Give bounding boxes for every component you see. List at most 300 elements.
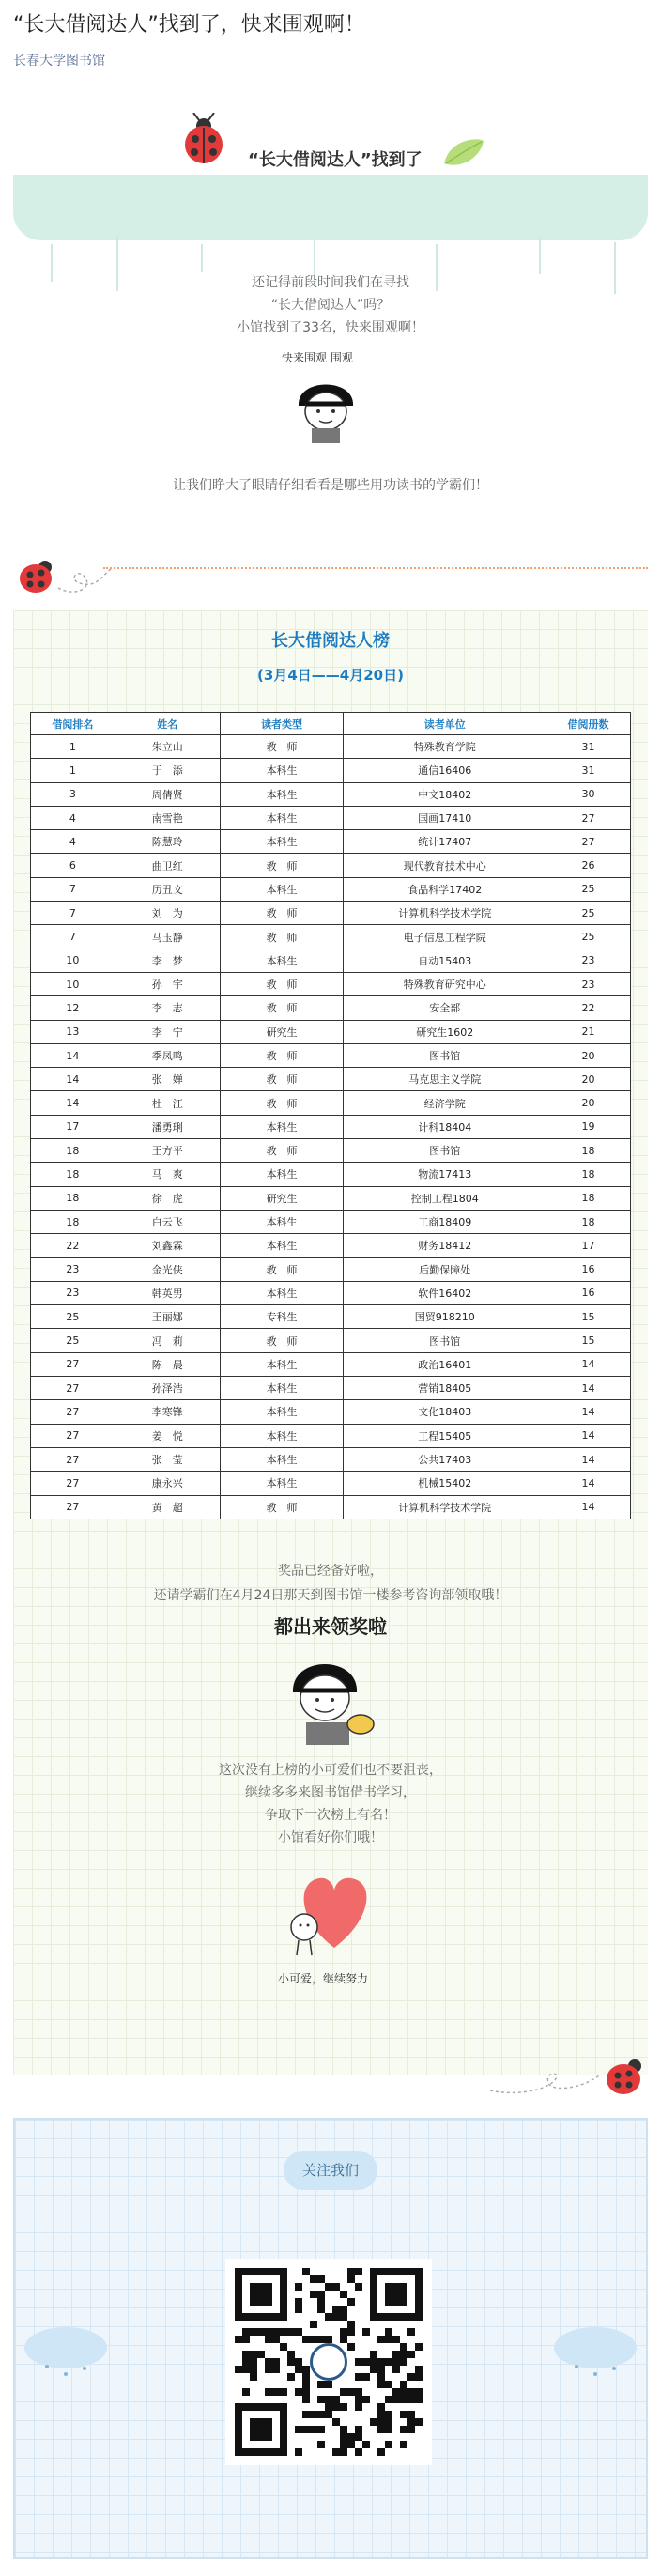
reader-unit-cell: 软件16402 — [344, 1281, 546, 1304]
qr-module — [400, 2441, 407, 2448]
qr-module — [310, 2291, 317, 2298]
qr-module — [340, 2336, 347, 2343]
qr-module — [302, 2336, 310, 2343]
table-row — [31, 1163, 631, 1186]
prize-line-3: 争取下一次榜上有名！ — [265, 1808, 396, 1823]
ladybug-icon — [601, 2053, 646, 2098]
heart-caption: 小可爱，继续努力 — [278, 1972, 369, 1985]
rank-cell: 6 — [31, 854, 115, 877]
reader-type-cell: 本科生 — [220, 1115, 344, 1138]
count-cell: 18 — [546, 1139, 631, 1163]
qr-module — [272, 2358, 280, 2366]
qr-module — [280, 2343, 287, 2351]
rank-cell: 27 — [31, 1352, 115, 1376]
reader-unit-cell: 国画17410 — [344, 806, 546, 829]
qr-module — [347, 2433, 355, 2441]
qr-module — [407, 2328, 415, 2336]
reader-unit-cell: 营销18405 — [344, 1377, 546, 1400]
table-row — [31, 972, 631, 995]
qr-module — [392, 2388, 400, 2396]
article-title: “长大借阅达人”找到了，快来围观啊！ — [13, 13, 365, 37]
reader-unit-cell: 统计17407 — [344, 830, 546, 854]
rank-cell: 1 — [31, 735, 115, 759]
qr-module — [235, 2366, 242, 2373]
header-banner — [13, 113, 648, 282]
reader-type-cell: 本科生 — [220, 1281, 344, 1304]
count-cell: 18 — [546, 1163, 631, 1186]
table-row — [31, 735, 631, 759]
qr-module — [355, 2403, 362, 2411]
count-cell: 25 — [546, 925, 631, 949]
table-row — [31, 1043, 631, 1067]
header-count: 借阅册数 — [546, 713, 631, 735]
qr-module — [407, 2418, 415, 2426]
reader-unit-cell: 物流17413 — [344, 1163, 546, 1186]
count-cell: 25 — [546, 902, 631, 925]
count-cell: 31 — [546, 735, 631, 759]
qr-module — [250, 2366, 257, 2373]
reader-unit-cell: 现代教育技术中心 — [344, 854, 546, 877]
reader-unit-cell: 经济学院 — [344, 1091, 546, 1115]
qr-module — [302, 2366, 310, 2373]
account-name-link[interactable]: 长春大学图书馆 — [13, 54, 105, 69]
reader-type-cell: 教 师 — [220, 854, 344, 877]
qr-module — [310, 2321, 317, 2328]
qr-module — [385, 2418, 392, 2426]
rank-cell: 4 — [31, 806, 115, 829]
qr-module — [340, 2426, 347, 2433]
qr-module — [242, 2366, 250, 2373]
header-rank: 借阅排名 — [31, 713, 115, 735]
name-cell: 马 爽 — [115, 1163, 220, 1186]
leaderboard-table — [30, 712, 631, 1519]
reader-unit-cell: 工程15405 — [344, 1424, 546, 1447]
qr-module — [407, 2351, 415, 2358]
table-row — [31, 877, 631, 901]
qr-module — [287, 2328, 295, 2336]
table-row — [31, 1068, 631, 1091]
prize-line-4: 小馆看好你们哦！ — [278, 1830, 383, 1845]
table-row — [31, 1091, 631, 1115]
reader-type-cell: 本科生 — [220, 830, 344, 854]
qr-module — [317, 2306, 325, 2313]
qr-module — [415, 2373, 423, 2381]
rank-cell: 14 — [31, 1043, 115, 1067]
intro-line-1: 还记得前段时间我们在寻找 — [252, 275, 409, 290]
rank-cell: 10 — [31, 949, 115, 972]
rank-cell: 14 — [31, 1091, 115, 1115]
reader-type-cell: 本科生 — [220, 1400, 344, 1424]
rank-cell: 18 — [31, 1139, 115, 1163]
reader-type-cell: 教 师 — [220, 996, 344, 1020]
qr-module — [272, 2366, 280, 2373]
name-cell: 金光侠 — [115, 1257, 220, 1281]
qr-module — [317, 2441, 325, 2448]
qr-module — [407, 2426, 415, 2433]
qr-module — [347, 2268, 355, 2275]
reader-unit-cell: 计算机科学技术学院 — [344, 1495, 546, 1519]
name-cell: 黄 超 — [115, 1495, 220, 1519]
qr-module — [302, 2411, 310, 2418]
rank-cell: 18 — [31, 1186, 115, 1210]
name-cell: 白云飞 — [115, 1210, 220, 1233]
qr-module — [332, 2396, 340, 2403]
qr-module — [295, 2358, 302, 2366]
qr-module — [302, 2373, 310, 2381]
rank-cell: 7 — [31, 877, 115, 901]
count-cell: 30 — [546, 782, 631, 806]
qr-module — [392, 2336, 400, 2343]
qr-module — [272, 2336, 280, 2343]
count-cell: 14 — [546, 1352, 631, 1376]
qr-module — [347, 2388, 355, 2396]
qr-module — [385, 2426, 392, 2433]
qr-module — [370, 2418, 377, 2426]
qr-module — [295, 2426, 302, 2433]
reader-unit-cell: 特殊教育学院 — [344, 735, 546, 759]
reader-unit-cell: 文化18403 — [344, 1400, 546, 1424]
reader-type-cell: 本科生 — [220, 782, 344, 806]
qr-module — [257, 2328, 265, 2336]
qr-module — [347, 2441, 355, 2448]
reader-unit-cell: 食品科学17402 — [344, 877, 546, 901]
reader-unit-cell: 工商18409 — [344, 1210, 546, 1233]
qr-module — [265, 2328, 272, 2336]
qr-module — [362, 2441, 370, 2448]
qr-module — [325, 2396, 332, 2403]
name-cell: 康永兴 — [115, 1472, 220, 1495]
count-cell: 20 — [546, 1068, 631, 1091]
rank-cell: 22 — [31, 1234, 115, 1257]
qr-module — [235, 2336, 242, 2343]
qr-module — [407, 2388, 415, 2396]
meme-caption: 快来围观 围观 — [282, 351, 353, 364]
rank-cell: 1 — [31, 759, 115, 782]
count-cell: 25 — [546, 877, 631, 901]
intro-line-4: 让我们睁大了眼睛仔细看看是哪些用功读书的学霸们！ — [173, 478, 488, 493]
table-row — [31, 830, 631, 854]
qr-module — [280, 2328, 287, 2336]
rain-line — [539, 237, 541, 274]
qr-module — [407, 2373, 415, 2381]
leaf-icon — [440, 135, 487, 169]
count-cell: 18 — [546, 1210, 631, 1233]
follow-title: 关注我们 — [284, 2151, 377, 2190]
qr-module — [295, 2366, 302, 2373]
reader-type-cell: 专科生 — [220, 1305, 344, 1329]
qr-module — [355, 2426, 362, 2433]
count-cell: 31 — [546, 759, 631, 782]
qr-module — [377, 2426, 385, 2433]
reader-type-cell: 教 师 — [220, 1495, 344, 1519]
qr-module — [332, 2418, 340, 2426]
qr-module — [377, 2358, 385, 2366]
name-cell: 韩英男 — [115, 1281, 220, 1304]
name-cell: 曲卫红 — [115, 854, 220, 877]
name-cell: 刘鑫霖 — [115, 1234, 220, 1257]
reader-unit-cell: 后勤保障处 — [344, 1257, 546, 1281]
reader-unit-cell: 图书馆 — [344, 1043, 546, 1067]
reader-type-cell: 教 师 — [220, 1257, 344, 1281]
heart-character-icon — [278, 1854, 391, 1957]
reader-unit-cell: 控制工程1804 — [344, 1186, 546, 1210]
qr-module — [400, 2343, 407, 2351]
qr-module — [310, 2275, 317, 2283]
qr-module — [242, 2336, 250, 2343]
qr-module — [295, 2306, 302, 2313]
qr-module — [355, 2396, 362, 2403]
name-cell: 冯 莉 — [115, 1329, 220, 1352]
reader-type-cell: 教 师 — [220, 902, 344, 925]
reader-unit-cell: 自动15403 — [344, 949, 546, 972]
name-cell: 历丑文 — [115, 877, 220, 901]
rank-cell: 18 — [31, 1163, 115, 1186]
reader-unit-cell: 机械15402 — [344, 1472, 546, 1495]
reader-unit-cell: 研究生1602 — [344, 1020, 546, 1043]
qr-module — [400, 2426, 407, 2433]
ladybug-icon — [182, 113, 225, 165]
name-cell: 孙泽浩 — [115, 1377, 220, 1400]
qr-module — [392, 2351, 400, 2358]
count-cell: 16 — [546, 1257, 631, 1281]
reader-type-cell: 本科生 — [220, 1377, 344, 1400]
qr-module — [377, 2381, 385, 2388]
table-row — [31, 1234, 631, 1257]
qr-finder-pattern — [250, 2283, 272, 2306]
rank-cell: 27 — [31, 1377, 115, 1400]
qr-module — [332, 2403, 340, 2411]
qr-module — [340, 2291, 347, 2298]
cloud-icon — [548, 2320, 642, 2385]
qr-module — [355, 2433, 362, 2441]
name-cell: 孙 宇 — [115, 972, 220, 995]
table-row — [31, 1257, 631, 1281]
qr-module — [400, 2351, 407, 2358]
name-cell: 姜 悦 — [115, 1424, 220, 1447]
qr-module — [317, 2426, 325, 2433]
qr-module — [317, 2396, 325, 2403]
name-cell: 马玉静 — [115, 925, 220, 949]
name-cell: 徐 虎 — [115, 1186, 220, 1210]
reader-unit-cell: 特殊教育研究中心 — [344, 972, 546, 995]
qr-module — [400, 2388, 407, 2396]
table-row — [31, 1447, 631, 1471]
dotted-loop-decoration — [56, 560, 113, 597]
table-row — [31, 1329, 631, 1352]
table-row — [31, 925, 631, 949]
qr-module — [302, 2388, 310, 2396]
qr-module — [250, 2358, 257, 2366]
qr-module — [355, 2388, 362, 2396]
table-row — [31, 996, 631, 1020]
count-cell: 20 — [546, 1043, 631, 1067]
rank-cell: 27 — [31, 1447, 115, 1471]
qr-module — [385, 2328, 392, 2336]
qr-module — [272, 2388, 280, 2396]
qr-module — [377, 2411, 385, 2418]
rain-line — [201, 244, 203, 272]
reader-type-cell: 本科生 — [220, 1472, 344, 1495]
qr-module — [362, 2358, 370, 2366]
qr-module — [295, 2298, 302, 2306]
dotted-divider — [103, 567, 648, 569]
qr-module — [317, 2411, 325, 2418]
qr-module — [265, 2358, 272, 2366]
qr-module — [377, 2336, 385, 2343]
name-cell: 张 婵 — [115, 1068, 220, 1091]
qr-module — [287, 2358, 295, 2366]
table-row — [31, 759, 631, 782]
reader-unit-cell: 中文18402 — [344, 782, 546, 806]
qr-module — [377, 2403, 385, 2411]
name-cell: 王丽娜 — [115, 1305, 220, 1329]
count-cell: 22 — [546, 996, 631, 1020]
qr-module — [385, 2381, 392, 2388]
qr-module — [287, 2351, 295, 2358]
count-cell: 19 — [546, 1115, 631, 1138]
qr-module — [317, 2275, 325, 2283]
qr-module — [355, 2448, 362, 2456]
qr-module — [317, 2291, 325, 2298]
reader-type-cell: 本科生 — [220, 1163, 344, 1186]
name-cell: 李 志 — [115, 996, 220, 1020]
count-cell: 14 — [546, 1424, 631, 1447]
dotted-loop-decoration — [488, 2062, 601, 2100]
name-cell: 王方平 — [115, 1139, 220, 1163]
reader-type-cell: 本科生 — [220, 877, 344, 901]
qr-module — [415, 2388, 423, 2396]
reader-unit-cell: 国贸918210 — [344, 1305, 546, 1329]
reader-unit-cell: 安全部 — [344, 996, 546, 1020]
rank-cell: 14 — [31, 1068, 115, 1091]
qr-module — [340, 2388, 347, 2396]
qr-module — [332, 2306, 340, 2313]
table-row — [31, 1472, 631, 1495]
rank-cell: 27 — [31, 1424, 115, 1447]
table-row — [31, 854, 631, 877]
name-cell: 李 宁 — [115, 1020, 220, 1043]
qr-module — [242, 2358, 250, 2366]
qr-module — [377, 2366, 385, 2373]
count-cell: 14 — [546, 1377, 631, 1400]
rank-cell: 12 — [31, 996, 115, 1020]
name-cell: 于 添 — [115, 759, 220, 782]
header-reader-unit: 读者单位 — [344, 713, 546, 735]
reader-unit-cell: 图书馆 — [344, 1139, 546, 1163]
qr-module — [355, 2268, 362, 2275]
count-cell: 14 — [546, 1400, 631, 1424]
qr-module — [385, 2441, 392, 2448]
rank-cell: 25 — [31, 1329, 115, 1352]
rank-cell: 3 — [31, 782, 115, 806]
qr-module — [325, 2313, 332, 2321]
cloud-decoration — [13, 175, 648, 240]
reader-type-cell: 教 师 — [220, 1043, 344, 1067]
name-cell: 陈 晨 — [115, 1352, 220, 1376]
qr-finder-pattern — [250, 2418, 272, 2441]
reader-unit-cell: 公共17403 — [344, 1447, 546, 1471]
count-cell: 26 — [546, 854, 631, 877]
prize-line-2: 继续多多来图书馆借书学习， — [245, 1785, 416, 1800]
qr-module — [400, 2358, 407, 2366]
reader-type-cell: 研究生 — [220, 1020, 344, 1043]
library-logo-icon — [310, 2343, 347, 2381]
table-row — [31, 1281, 631, 1304]
qr-module — [257, 2351, 265, 2358]
qr-module — [242, 2351, 250, 2358]
table-row — [31, 902, 631, 925]
name-cell: 陈慧玲 — [115, 830, 220, 854]
qr-module — [310, 2426, 317, 2433]
qr-module — [265, 2336, 272, 2343]
qr-module — [377, 2418, 385, 2426]
qr-module — [362, 2373, 370, 2381]
meme-prize-icon — [274, 1645, 387, 1749]
qr-module — [400, 2411, 407, 2418]
meme-face-icon — [293, 368, 359, 443]
header-name: 姓名 — [115, 713, 220, 735]
count-cell: 21 — [546, 1020, 631, 1043]
qr-module — [250, 2328, 257, 2336]
qr-module — [385, 2396, 392, 2403]
qr-module — [325, 2336, 332, 2343]
qr-module — [242, 2388, 250, 2396]
qr-module — [377, 2373, 385, 2381]
count-cell: 27 — [546, 830, 631, 854]
qr-module — [280, 2388, 287, 2396]
qr-module — [415, 2396, 423, 2403]
intro-line-3: 小馆找到了33名，快来围观啊！ — [237, 320, 424, 335]
qr-module — [325, 2283, 332, 2291]
count-cell: 23 — [546, 972, 631, 995]
qr-module — [347, 2343, 355, 2351]
reader-type-cell: 教 师 — [220, 1068, 344, 1091]
qr-module — [415, 2343, 423, 2351]
count-cell: 14 — [546, 1472, 631, 1495]
table-row — [31, 949, 631, 972]
count-cell: 20 — [546, 1091, 631, 1115]
reader-type-cell: 本科生 — [220, 1210, 344, 1233]
table-row — [31, 1424, 631, 1447]
table-row — [31, 1115, 631, 1138]
qr-module — [250, 2373, 257, 2381]
qr-module — [340, 2441, 347, 2448]
rank-cell: 17 — [31, 1115, 115, 1138]
qr-module — [250, 2351, 257, 2358]
count-cell: 15 — [546, 1305, 631, 1329]
reader-type-cell: 教 师 — [220, 972, 344, 995]
qr-module — [362, 2396, 370, 2403]
qr-module — [370, 2351, 377, 2358]
reader-type-cell: 本科生 — [220, 1424, 344, 1447]
reader-type-cell: 本科生 — [220, 949, 344, 972]
qr-module — [295, 2283, 302, 2291]
table-row — [31, 806, 631, 829]
name-cell: 周倩贤 — [115, 782, 220, 806]
qr-code[interactable] — [225, 2259, 432, 2465]
qr-module — [295, 2448, 302, 2456]
intro-line-2: “长大借阅达人”吗？ — [270, 298, 391, 313]
qr-module — [355, 2373, 362, 2381]
qr-module — [340, 2403, 347, 2411]
qr-module — [407, 2411, 415, 2418]
qr-module — [332, 2313, 340, 2321]
qr-module — [332, 2283, 340, 2291]
notice-line-2: 还请学霸们在4月24日那天到图书馆一楼参考咨询部领取哦！ — [153, 1588, 508, 1603]
qr-module — [265, 2388, 272, 2396]
qr-module — [400, 2396, 407, 2403]
qr-module — [340, 2328, 347, 2336]
